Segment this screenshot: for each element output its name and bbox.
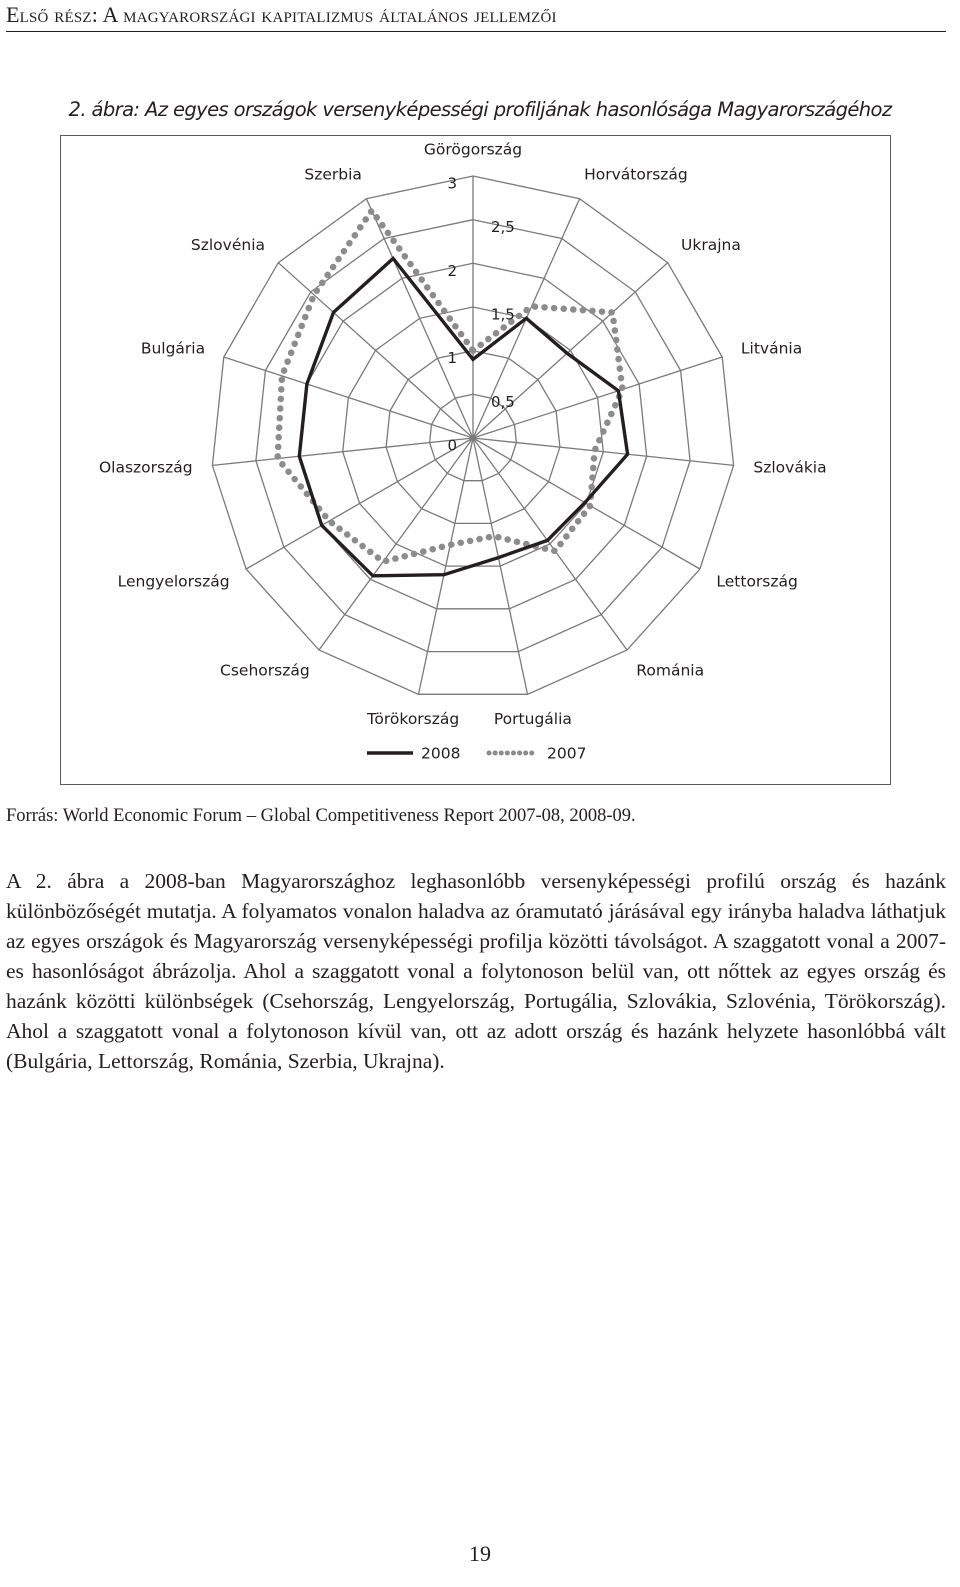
body-paragraph: A 2. ábra a 2008-ban Magyarországhoz leghasonlóbb versenyképességi profilú ország és hazánk különbözőségét mutatja. A folyamatos vonalon haladva az óramutató járásával egy irányba haladva láthatjuk az egyes országok és Magyarország versenyképességi profilja közötti távolságot. A szaggatott vonal a 2007-es hasonlóságot ábrázolja. Ahol a szaggatott vonal a folytonoson belül van, ott nőttek az egyes ország és hazánk közötti különbségek (Csehország, Lengyelország, Portugália, Szlovákia, Szlovénia, Törökország). Ahol a szaggatott vonal a folytonoson kívül van, ott az adott ország és hazánk helyzete hasonlóbbá vált (Bulgária, Lettország, Románia, Szerbia, Ukrajna). [6,869,946,1073]
scale-tick-label: 1,5 [491,305,515,324]
radar-chart-frame [60,135,891,785]
category-label: Görögország [423,140,523,159]
scale-tick-label: 0,5 [491,392,515,411]
category-label: Portugália [493,710,572,729]
scale-tick-label: 2 [447,261,457,280]
grid-spoke [224,357,473,438]
category-label: Olaszország [98,458,193,477]
body-text [6,866,946,1076]
category-label: Szlovákia [753,458,827,477]
grid-spoke [366,199,473,438]
scale-tick-label: 1 [447,349,457,368]
figure-source: Forrás: World Economic Forum – Global Competitiveness Report 2007-08, 2008-09. [6,806,636,826]
category-label: Törökország [366,710,460,729]
category-label: Szlovénia [190,235,265,254]
scale-tick-label: 3 [447,174,457,193]
category-label: Litvánia [740,339,803,358]
grid-spoke [473,263,668,438]
scale-tick-label: 2,5 [491,218,515,237]
category-label: Szerbia [304,165,362,184]
running-head: Első rész: A magyarországi kapitalizmus általános jellemzői [6,2,946,32]
category-label: Lengyelország [117,572,230,591]
category-label: Horvátország [584,165,688,184]
figure-title: 2. ábra: Az egyes országok versenyképességi profiljának hasonlósága Magyarországéhoz [68,98,892,121]
grid-spoke [278,263,473,438]
page-number: 19 [469,1541,491,1566]
category-label: Románia [636,661,705,680]
legend-label-2008: 2008 [421,744,461,763]
legend-label-2007: 2007 [547,744,587,763]
category-label: Ukrajna [681,235,741,254]
category-label: Bulgária [140,339,206,358]
category-label: Csehország [220,661,310,680]
radar-chart [61,136,892,786]
category-label: Lettország [716,572,798,591]
radar-grid [212,176,733,694]
scale-tick-label: 0 [447,436,457,455]
